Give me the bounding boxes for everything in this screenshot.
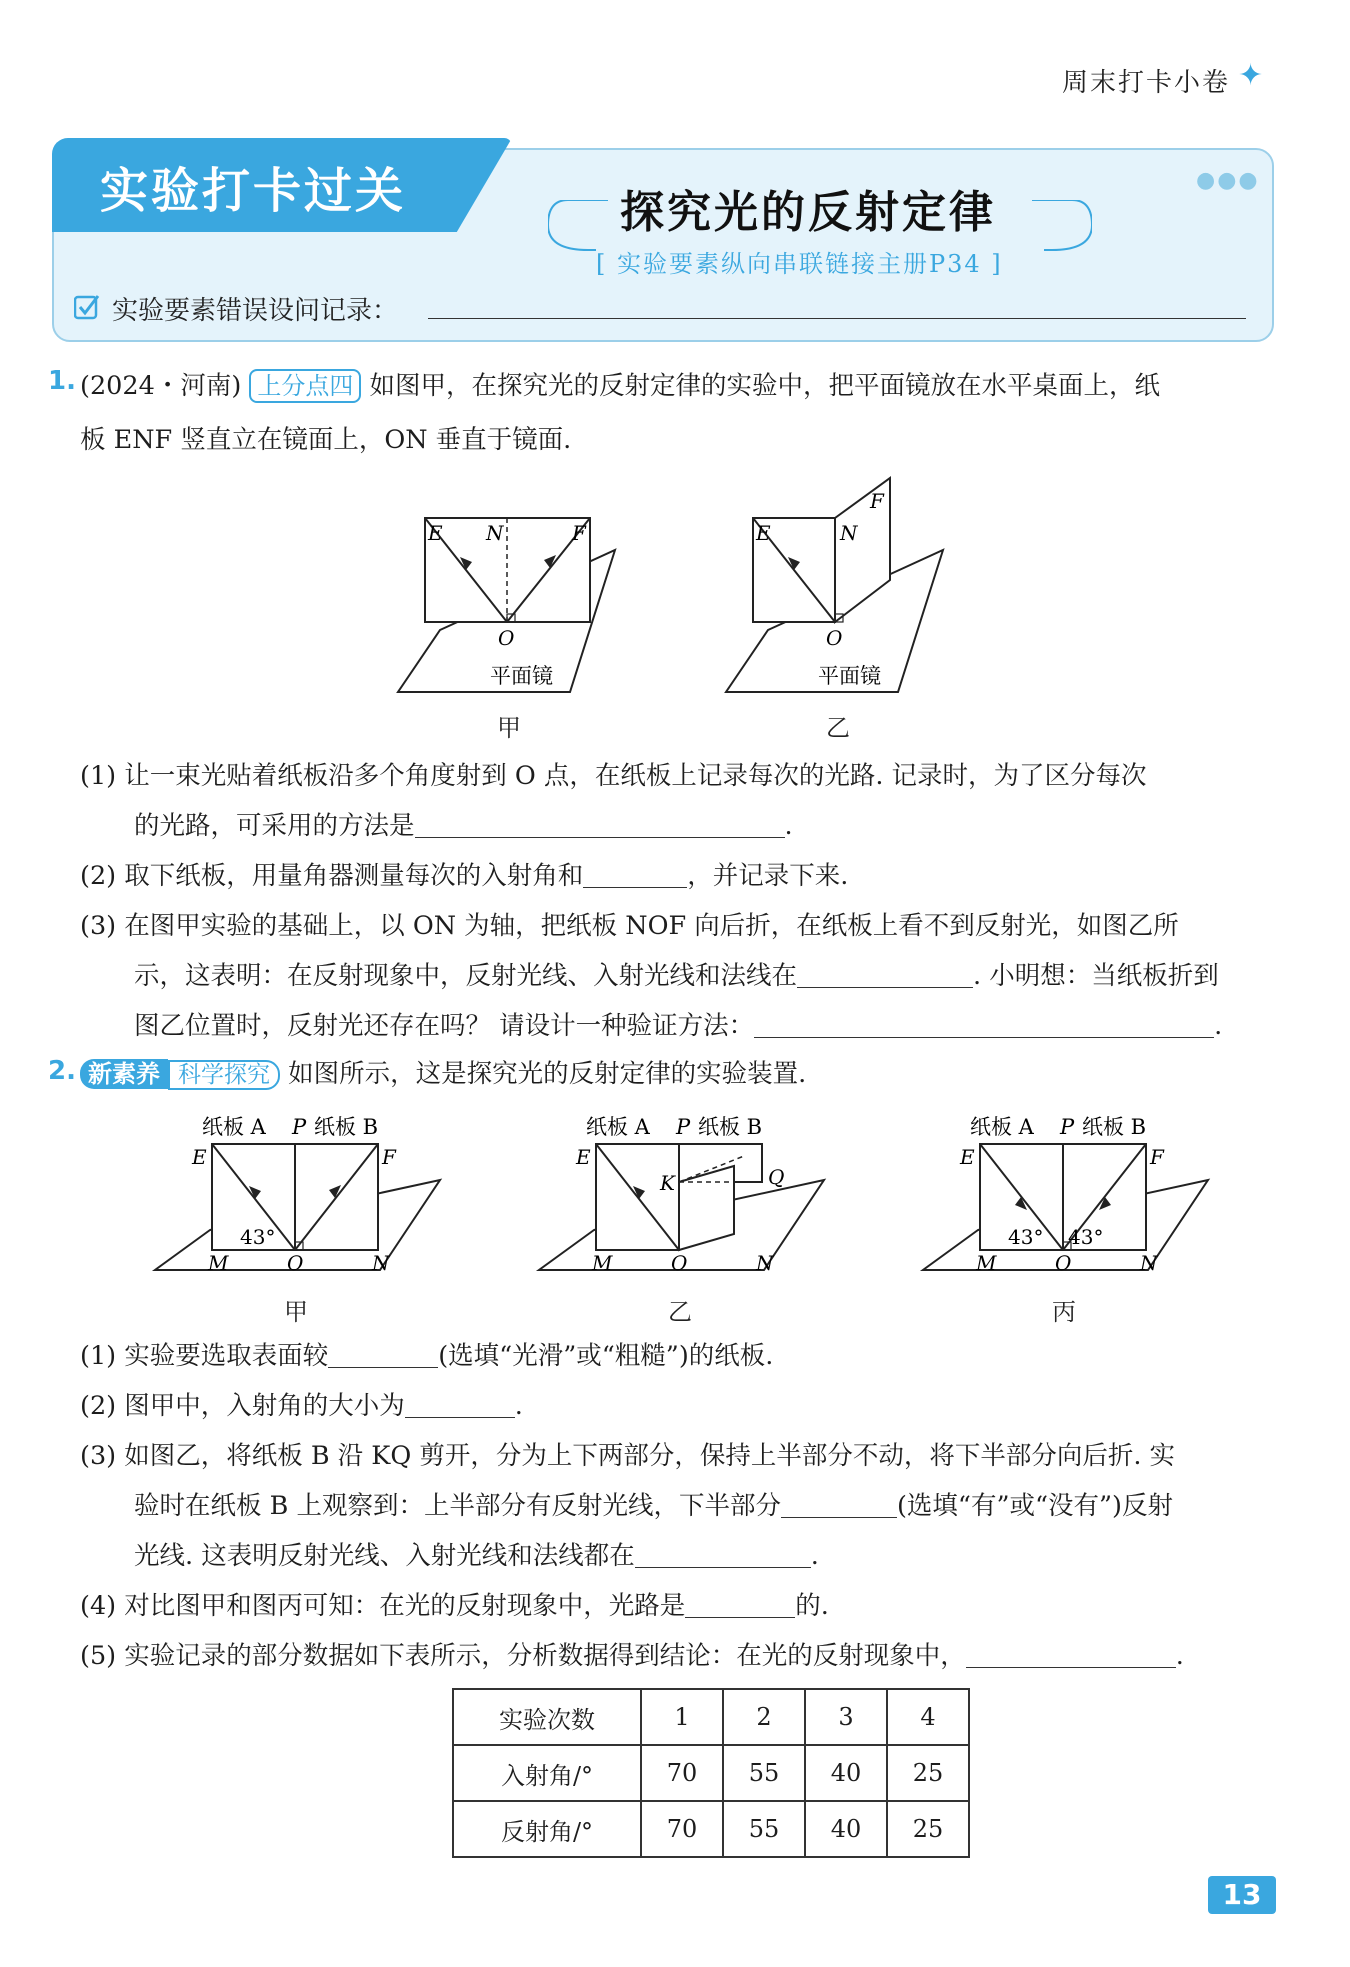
q1-yi-label-n: N: [840, 521, 858, 545]
q1-number: 1.: [48, 366, 76, 396]
q2-p2-text-a: (2) 图甲中，入射角的大小为: [80, 1391, 405, 1421]
topic-subtitle: [ 实验要素纵向串联链接主册P34 ]: [596, 250, 1003, 278]
sparkle-icon: ✦: [1238, 58, 1264, 93]
q1-p3-text-c: . 小明想：当纸板折到: [973, 961, 1219, 991]
q1-caption-jia: 甲: [497, 714, 521, 742]
q2-tag-science: 科学探究: [168, 1060, 280, 1090]
table-header-cell: 实验次数: [453, 1689, 641, 1745]
q2-jia-label-e: E: [192, 1145, 207, 1169]
q2-bing-board-a: 纸板 A: [970, 1115, 1034, 1139]
q2-figure-jia: [150, 1110, 450, 1286]
table-header-cell: 3: [805, 1689, 887, 1745]
q2-p2-end: .: [514, 1391, 523, 1421]
table-cell: 40: [805, 1801, 887, 1857]
q2-number: 2.: [48, 1056, 76, 1086]
q2-jia-label-p: P: [292, 1115, 307, 1139]
q2-bing-label-e: E: [960, 1145, 975, 1169]
table-header-cell: 4: [887, 1689, 969, 1745]
q1-p3-line3: [134, 1006, 1222, 1042]
q2-jia-label-o: O: [287, 1251, 304, 1275]
q2-p4-line: [80, 1586, 829, 1622]
q1-p1-line2: [134, 806, 793, 842]
q2-p5-text-a: (5) 实验记录的部分数据如下表所示，分析数据得到结论：在光的反射现象中，: [80, 1641, 966, 1671]
q1-stem-line2: 板 ENF 竖直立在镜面上，ON 垂直于镜面.: [80, 425, 572, 455]
q1-p3-end: .: [1214, 1011, 1223, 1041]
q1-p3-text-b: 示，这表明：在反射现象中，反射光线、入射光线和法线在: [134, 961, 798, 991]
q2-bing-label-m: M: [976, 1251, 997, 1275]
q1-p2-answer-blank[interactable]: [583, 861, 687, 888]
q2-data-table: [452, 1688, 970, 1858]
q2-p4-answer-blank[interactable]: [685, 1591, 795, 1618]
page-number: 13: [1208, 1876, 1276, 1914]
error-record-label: 实验要素错误设问记录：: [112, 296, 399, 326]
q2-jia-board-a: 纸板 A: [202, 1115, 266, 1139]
q2-jia-label-m: M: [208, 1251, 229, 1275]
q2-yi-label-o: O: [671, 1251, 688, 1275]
q2-caption-bing: 丙: [1052, 1298, 1076, 1326]
q1-p3-line1: (3) 在图甲实验的基础上，以 ON 为轴，把纸板 NOF 向后折，在纸板上看不到反射光，如图乙所: [80, 911, 1179, 941]
q1-caption-yi: 乙: [826, 714, 850, 742]
q2-p5-end: .: [1175, 1641, 1184, 1671]
q2-bing-label-o: O: [1055, 1251, 1072, 1275]
q2-p1-answer-blank[interactable]: [328, 1341, 438, 1368]
q2-p3-end: .: [810, 1541, 819, 1571]
error-record-answer-line[interactable]: [428, 318, 1246, 319]
q2-p1-line: [80, 1336, 773, 1372]
q2-yi-board-b: 纸板 B: [698, 1115, 763, 1139]
q1-p2-text-b: ，并记录下来.: [687, 861, 849, 891]
table-cell: 25: [887, 1745, 969, 1801]
table-cell: 25: [887, 1801, 969, 1857]
q2-p3-line2: [134, 1486, 1173, 1522]
q2-p1-text-a: (1) 实验要选取表面较: [80, 1341, 329, 1371]
q1-jia-label-f: F: [572, 521, 586, 545]
q2-bing-label-p: P: [1060, 1115, 1075, 1139]
q1-stem1: 如图甲，在探究光的反射定律的实验中，把平面镜放在水平桌面上，纸: [369, 371, 1161, 401]
q2-figure-bing: [918, 1110, 1218, 1286]
q2-p3-line3: [134, 1536, 819, 1572]
q1-stem-line1: [80, 366, 1160, 403]
q1-p1-line1: (1) 让一束光贴着纸板沿多个角度射到 O 点，在纸板上记录每次的光路. 记录时，为了区分每次: [80, 761, 1147, 791]
table-cell: 40: [805, 1745, 887, 1801]
q1-yi-label-e: E: [756, 521, 771, 545]
q1-p3-line2: [134, 956, 1219, 992]
table-header-cell: 1: [641, 1689, 723, 1745]
topic-title: 探究光的反射定律: [620, 187, 996, 238]
table-cell: 70: [641, 1745, 723, 1801]
q2-p3-text-d: 光线. 这表明反射光线、入射光线和法线都在: [134, 1541, 635, 1571]
q2-p4-text-a: (4) 对比图甲和图丙可知：在光的反射现象中，光路是: [80, 1591, 686, 1621]
q1-figure-yi: [718, 470, 978, 700]
q1-jia-label-n: N: [486, 521, 504, 545]
q2-p3-answer-blank1[interactable]: [781, 1491, 897, 1518]
q2-bing-angle-1: 43°: [1008, 1225, 1044, 1249]
q2-stem: 如图所示，这是探究光的反射定律的实验装置.: [288, 1059, 807, 1089]
q2-bing-angle-2: 43°: [1068, 1225, 1104, 1249]
q2-p3-text-c: (选填“有”或“没有”)反射: [896, 1491, 1173, 1521]
q1-figure-jia: [390, 500, 650, 700]
q1-yi-mirror-label: 平面镜: [818, 664, 881, 688]
q2-jia-board-b: 纸板 B: [314, 1115, 379, 1139]
q2-p2-answer-blank[interactable]: [405, 1391, 515, 1418]
q1-p3-answer-blank1[interactable]: [797, 961, 973, 988]
q2-jia-label-n: N: [372, 1251, 390, 1275]
q2-bing-label-n: N: [1140, 1251, 1158, 1275]
table-header-cell: 2: [723, 1689, 805, 1745]
table-cell: 55: [723, 1801, 805, 1857]
q1-p3-answer-blank2[interactable]: [754, 1011, 1214, 1038]
q2-yi-label-p: P: [676, 1115, 691, 1139]
q1-yi-label-f: F: [870, 489, 884, 513]
q2-tag-new-literacy: 新素养: [80, 1059, 168, 1089]
q2-yi-label-m: M: [592, 1251, 613, 1275]
q2-yi-board-a: 纸板 A: [586, 1115, 650, 1139]
q2-p3-text-b: 验时在纸板 B 上观察到：上半部分有反射光线，下半部分: [134, 1491, 781, 1521]
q2-p3-line1: (3) 如图乙，将纸板 B 沿 KQ 剪开，分为上下两部分，保持上半部分不动，将下半部分向后折. 实: [80, 1441, 1176, 1471]
table-cell: 70: [641, 1801, 723, 1857]
q1-p2-line: [80, 856, 848, 892]
table-row-label: 入射角/°: [453, 1745, 641, 1801]
q2-p3-answer-blank2[interactable]: [635, 1541, 811, 1568]
q1-jia-label-e: E: [428, 521, 443, 545]
q2-bing-label-f: F: [1150, 1145, 1164, 1169]
q2-p5-line: [80, 1636, 1184, 1672]
q2-p4-text-b: 的.: [795, 1591, 829, 1621]
q2-yi-label-k: K: [660, 1171, 675, 1195]
q2-bing-board-b: 纸板 B: [1082, 1115, 1147, 1139]
table-header-row: [453, 1689, 969, 1745]
q1-yi-label-o: O: [826, 626, 843, 650]
q1-jia-label-o: O: [498, 626, 515, 650]
q2-yi-label-q: Q: [768, 1165, 785, 1189]
q1-p1-answer-blank[interactable]: [415, 811, 785, 838]
table-row: [453, 1801, 969, 1857]
q2-yi-label-n: N: [756, 1251, 774, 1275]
q1-p3-text-d: 图乙位置时，反射光还存在吗？ 请设计一种验证方法：: [134, 1011, 755, 1041]
q1-p1-end: .: [784, 811, 793, 841]
dots-decoration-icon: ●●●: [1196, 168, 1260, 193]
q2-caption-jia: 甲: [284, 1298, 308, 1326]
q2-figure-yi: [534, 1110, 834, 1286]
q1-jia-mirror-label: 平面镜: [490, 664, 553, 688]
q1-p1-text: 的光路，可采用的方法是: [134, 811, 415, 841]
q2-p5-answer-blank[interactable]: [966, 1641, 1176, 1668]
q1-source: (2024・河南): [80, 371, 242, 401]
q2-p2-line: [80, 1386, 523, 1422]
q1-tag: 上分点四: [249, 369, 361, 403]
q2-p1-text-b: (选填“光滑”或“粗糙”)的纸板.: [438, 1341, 774, 1371]
checkbox-check-icon: [74, 294, 100, 320]
banner-title: 实验打卡过关: [100, 163, 407, 219]
table-row: [453, 1745, 969, 1801]
q2-jia-label-f: F: [382, 1145, 396, 1169]
q1-p2-text-a: (2) 取下纸板，用量角器测量每次的入射角和: [80, 861, 584, 891]
table-cell: 55: [723, 1745, 805, 1801]
q2-yi-label-e: E: [576, 1145, 591, 1169]
header-tag: 周末打卡小卷: [1062, 68, 1231, 98]
q2-jia-angle: 43°: [240, 1225, 276, 1249]
q2-stem-line: [80, 1054, 806, 1090]
table-row-label: 反射角/°: [453, 1801, 641, 1857]
q2-caption-yi: 乙: [668, 1298, 692, 1326]
